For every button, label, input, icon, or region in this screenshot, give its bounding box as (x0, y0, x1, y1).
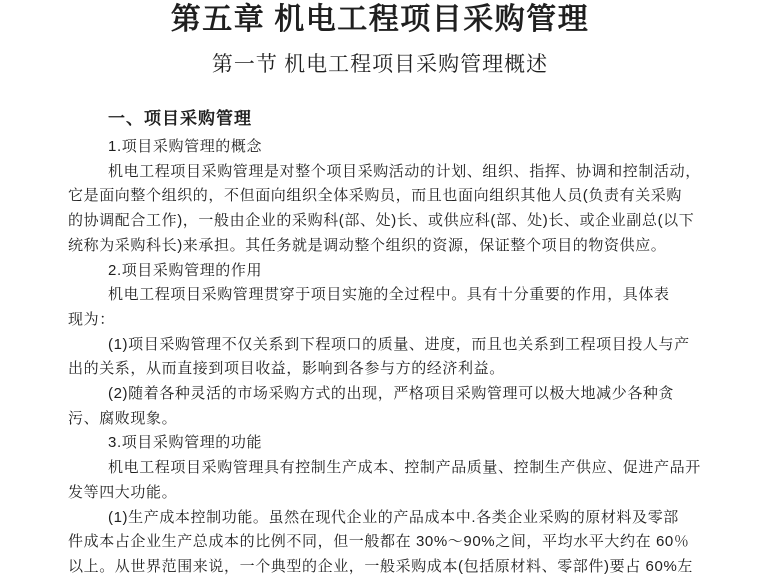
text-line: (2)随着各种灵活的市场采购方式的出现，严格项目采购管理可以极大地减少各种贪 (108, 385, 675, 403)
text-line: 1.项目采购管理的概念 (108, 138, 263, 155)
text-line: 它是面向整个组织的，不但面向组织全体采购员，而且也面向组织其他人员(负责有关采购 (68, 187, 682, 205)
text-line: 3.项目采购管理的功能 (108, 434, 263, 452)
text-line: 机电工程项目采购管理是对整个项目采购活动的计划、组织、指挥、协调和控制活动， (108, 162, 701, 180)
text-line: 统称为采购科长)来承担。其任务就是调动整个组织的资源，保证整个项目的物资供应。 (68, 236, 667, 254)
section-subtitle: 第一节 机电工程项目采购管理概述 (211, 52, 549, 76)
text-line: 污、腐败现象。 (68, 409, 178, 427)
text-line: 件成本占企业生产总成本的比例不同，但一般都在 30%～90%之间，平均水平大约在 60％ (68, 533, 690, 551)
body-text (68, 135, 760, 580)
text-line: 出的关系，从而直接到项目收益，影响到各参与方的经济利益。 (68, 360, 505, 378)
heading-project-procurement-management: 一、项目采购管理 (108, 109, 252, 128)
text-line: 的协调配合工作)，一般由企业的采购科(部、处)长、或供应科(部、处)长、或企业副总(以下 (68, 212, 695, 230)
text-line: 以上。从世界范围来说，一个典型的企业，一般采购成本(包括原材料、零部件)要占 60%左 (68, 557, 693, 575)
text-line: 机电工程项目采购管理具有控制生产成本、控制产品质量、控制生产供应、促进产品开 (108, 459, 701, 477)
text-line: 2.项目采购管理的作用 (108, 261, 263, 279)
text-line: 现为： (68, 310, 115, 328)
text-line: (1)生产成本控制功能。虽然在现代企业的产品成本中.各类企业采购的原材料及零部 (108, 508, 679, 526)
document-page (0, 2, 760, 574)
text-line: (1)项目采购管理不仅关系到下程项口的质量、进度，而且也关系到工程项目投人与产 (108, 335, 690, 353)
text-line: 机电工程项目采购管理贯穿于项目实施的全过程中。具有十分重要的作用，具体表 (108, 286, 670, 304)
text-line: 发等四大功能。 (68, 483, 178, 501)
chapter-title: 第五章 机电工程项目采购管理 (170, 3, 590, 36)
